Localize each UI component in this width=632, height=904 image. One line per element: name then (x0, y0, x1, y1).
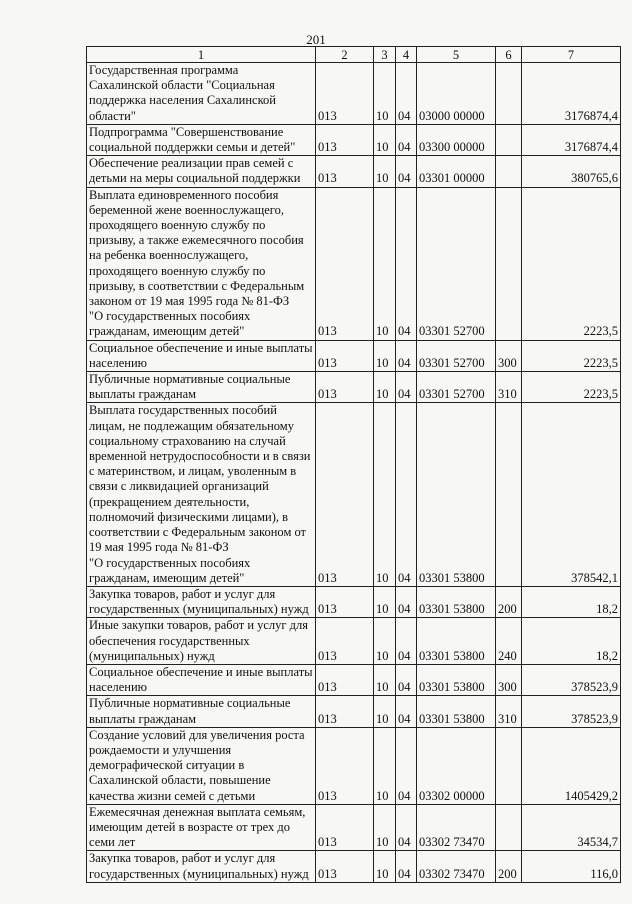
table-row (87, 372, 621, 403)
item-name-line: Сахалинской области, повышение (89, 773, 271, 788)
item-name-line: Сахалинской области "Социальная (89, 78, 275, 93)
target-code-cell: 03301 53800 (417, 586, 496, 617)
item-name-cell (87, 618, 316, 665)
item-name-line: государственных (муниципальных) нужд (89, 602, 309, 617)
item-name-line: с материнством, и лицам, уволенным в (89, 464, 297, 479)
admin-code-cell: 013 (316, 187, 374, 340)
item-name-line: Социальное обеспечение и иные выплаты (89, 664, 313, 679)
expense-type-cell: 200 (496, 851, 522, 882)
item-name-cell (87, 696, 316, 727)
section-code-cell: 10 (374, 851, 396, 882)
item-name-cell (87, 403, 316, 586)
expense-type-cell (496, 124, 522, 155)
item-name-line: государственных (муниципальных) нужд (89, 866, 309, 881)
target-code-cell: 03300 00000 (417, 124, 496, 155)
target-code-cell: 03301 53800 (417, 618, 496, 665)
item-name-line: детьми на меры социальной поддержки (89, 171, 301, 186)
item-name-line: выплаты гражданам (89, 387, 197, 402)
subsection-code-cell: 04 (396, 403, 417, 586)
item-name-line: лицам, не подлежащим обязательному (89, 418, 294, 433)
section-code-cell: 10 (374, 63, 396, 125)
expense-type-cell (496, 804, 522, 851)
admin-code-cell: 013 (316, 403, 374, 586)
column-header: 7 (522, 47, 621, 63)
section-code-cell: 10 (374, 804, 396, 851)
item-name-line: (муниципальных) нужд (89, 648, 215, 663)
item-name-line: законом от 19 мая 1995 года № 81-ФЗ (89, 294, 290, 309)
admin-code-cell: 013 (316, 124, 374, 155)
amount-cell: 2223,5 (522, 372, 621, 403)
item-name-line: Ежемесячная денежная выплата семьям, (89, 804, 306, 819)
column-header: 2 (316, 47, 374, 63)
section-code-cell: 10 (374, 403, 396, 586)
item-name-line: Выплата государственных пособий (89, 403, 277, 418)
table-row (87, 696, 621, 727)
column-header-row (87, 47, 621, 63)
target-code-cell: 03302 73470 (417, 804, 496, 851)
item-name-cell (87, 124, 316, 155)
section-code-cell: 10 (374, 664, 396, 695)
section-code-cell: 10 (374, 696, 396, 727)
amount-cell: 116,0 (522, 851, 621, 882)
target-code-cell: 03301 52700 (417, 340, 496, 371)
item-name-line: качества жизни семей с детьми (89, 788, 256, 803)
table-row (87, 403, 621, 586)
table-row (87, 851, 621, 882)
item-name-line: поддержка населения Сахалинской (89, 93, 276, 108)
item-name-line: Подпрограмма "Совершенствование (89, 124, 284, 139)
amount-cell: 2223,5 (522, 187, 621, 340)
item-name-line: гражданам, имеющим детей" (89, 570, 245, 585)
item-name-line: Социальное обеспечение и иные выплаты (89, 340, 313, 355)
item-name-line: "О государственных пособиях (89, 555, 251, 570)
section-code-cell: 10 (374, 187, 396, 340)
subsection-code-cell: 04 (396, 372, 417, 403)
expense-type-cell: 310 (496, 372, 522, 403)
item-name-line: Публичные нормативные социальные (89, 372, 291, 387)
subsection-code-cell: 04 (396, 63, 417, 125)
item-name-cell (87, 187, 316, 340)
item-name-line: семи лет (89, 835, 136, 850)
admin-code-cell: 013 (316, 618, 374, 665)
expense-type-cell (496, 156, 522, 187)
target-code-cell: 03302 73470 (417, 851, 496, 882)
admin-code-cell: 013 (316, 340, 374, 371)
table-row (87, 618, 621, 665)
amount-cell: 380765,6 (522, 156, 621, 187)
section-code-cell: 10 (374, 156, 396, 187)
target-code-cell: 03301 00000 (417, 156, 496, 187)
target-code-cell: 03301 52700 (417, 372, 496, 403)
column-header: 5 (417, 47, 496, 63)
item-name-line: полномочий физическими лицами), в (89, 509, 289, 524)
item-name-line: Публичные нормативные социальные (89, 696, 291, 711)
item-name-line: Обеспечение реализации прав семей с (89, 156, 294, 171)
item-name-cell (87, 156, 316, 187)
table-row (87, 124, 621, 155)
table-row (87, 586, 621, 617)
item-name-line: социальному страхованию на случай (89, 433, 286, 448)
column-header: 4 (396, 47, 417, 63)
item-name-line: социальной поддержки семьи и детей" (89, 140, 296, 155)
item-name-line: обеспечения государственных (89, 633, 250, 648)
column-header: 6 (496, 47, 522, 63)
admin-code-cell: 013 (316, 156, 374, 187)
item-name-line: соответствии с Федеральным законом от (89, 525, 307, 540)
admin-code-cell: 013 (316, 372, 374, 403)
item-name-line: связи с ликвидацией организаций (89, 479, 269, 494)
item-name-line: временной нетрудоспособности и в связи (89, 449, 311, 464)
admin-code-cell: 013 (316, 586, 374, 617)
subsection-code-cell: 04 (396, 340, 417, 371)
expense-type-cell (496, 403, 522, 586)
amount-cell: 3176874,4 (522, 124, 621, 155)
item-name-line: имеющим детей в возрасте от трех до (89, 819, 290, 834)
section-code-cell: 10 (374, 586, 396, 617)
item-name-line: Выплата единовременного пособия (89, 187, 279, 202)
item-name-line: беременной жене военнослужащего, (89, 202, 284, 217)
item-name-line: демографической ситуации в (89, 758, 245, 773)
target-code-cell: 03301 52700 (417, 187, 496, 340)
target-code-cell: 03301 53800 (417, 696, 496, 727)
table-row (87, 187, 621, 340)
table-row (87, 340, 621, 371)
item-name-cell (87, 63, 316, 125)
subsection-code-cell: 04 (396, 618, 417, 665)
item-name-line: населению (89, 680, 147, 695)
item-name-line: области" (89, 108, 136, 123)
amount-cell: 2223,5 (522, 340, 621, 371)
item-name-line: на ребенка военнослужащего, (89, 248, 249, 263)
admin-code-cell: 013 (316, 664, 374, 695)
item-name-line: Создание условий для увеличения роста (89, 727, 305, 742)
expense-type-cell: 310 (496, 696, 522, 727)
item-name-line: Закупка товаров, работ и услуг для (89, 586, 276, 601)
amount-cell: 378523,9 (522, 664, 621, 695)
table-row (87, 63, 621, 125)
item-name-line: проходящего военную службу по (89, 218, 266, 233)
section-code-cell: 10 (374, 124, 396, 155)
page-number: 201 (306, 32, 326, 47)
expense-type-cell (496, 727, 522, 804)
item-name-cell (87, 804, 316, 851)
expense-type-cell: 300 (496, 340, 522, 371)
expense-type-cell (496, 187, 522, 340)
item-name-line: "О государственных пособиях (89, 309, 251, 324)
admin-code-cell: 013 (316, 696, 374, 727)
item-name-cell (87, 586, 316, 617)
expense-type-cell: 240 (496, 618, 522, 665)
amount-cell: 1405429,2 (522, 727, 621, 804)
expense-type-cell: 300 (496, 664, 522, 695)
admin-code-cell: 013 (316, 851, 374, 882)
item-name-cell (87, 851, 316, 882)
amount-cell: 18,2 (522, 618, 621, 665)
section-code-cell: 10 (374, 340, 396, 371)
item-name-cell (87, 340, 316, 371)
table-row (87, 727, 621, 804)
column-header: 1 (87, 47, 316, 63)
budget-table (86, 46, 621, 883)
target-code-cell: 03301 53800 (417, 403, 496, 586)
section-code-cell: 10 (374, 727, 396, 804)
subsection-code-cell: 04 (396, 187, 417, 340)
table-row (87, 804, 621, 851)
item-name-line: выплаты гражданам (89, 711, 197, 726)
amount-cell: 378523,9 (522, 696, 621, 727)
target-code-cell: 03302 00000 (417, 727, 496, 804)
item-name-cell (87, 727, 316, 804)
item-name-cell (87, 372, 316, 403)
item-name-line: Иные закупки товаров, работ и услуг для (89, 618, 309, 633)
admin-code-cell: 013 (316, 727, 374, 804)
target-code-cell: 03000 00000 (417, 63, 496, 125)
section-code-cell: 10 (374, 618, 396, 665)
column-header: 3 (374, 47, 396, 63)
subsection-code-cell: 04 (396, 124, 417, 155)
table-body (87, 63, 621, 883)
subsection-code-cell: 04 (396, 727, 417, 804)
item-name-line: Государственная программа (89, 63, 239, 77)
admin-code-cell: 013 (316, 804, 374, 851)
amount-cell: 3176874,4 (522, 63, 621, 125)
item-name-line: призыву, а также ежемесячного пособия (89, 233, 304, 248)
subsection-code-cell: 04 (396, 586, 417, 617)
subsection-code-cell: 04 (396, 664, 417, 695)
item-name-cell (87, 664, 316, 695)
amount-cell: 378542,1 (522, 403, 621, 586)
item-name-line: Закупка товаров, работ и услуг для (89, 851, 276, 866)
item-name-line: гражданам, имеющим детей" (89, 324, 245, 339)
table-row (87, 664, 621, 695)
subsection-code-cell: 04 (396, 851, 417, 882)
subsection-code-cell: 04 (396, 804, 417, 851)
expense-type-cell: 200 (496, 586, 522, 617)
item-name-line: проходящего военную службу по (89, 263, 266, 278)
subsection-code-cell: 04 (396, 696, 417, 727)
item-name-line: 19 мая 1995 года № 81-ФЗ (89, 540, 229, 555)
target-code-cell: 03301 53800 (417, 664, 496, 695)
item-name-line: призыву, в соответствии с Федеральным (89, 278, 305, 293)
subsection-code-cell: 04 (396, 156, 417, 187)
item-name-line: (прекращением деятельности, (89, 494, 250, 509)
admin-code-cell: 013 (316, 63, 374, 125)
section-code-cell: 10 (374, 372, 396, 403)
amount-cell: 18,2 (522, 586, 621, 617)
expense-type-cell (496, 63, 522, 125)
table-row (87, 156, 621, 187)
item-name-line: рождаемости и улучшения (89, 742, 232, 757)
amount-cell: 34534,7 (522, 804, 621, 851)
item-name-line: населению (89, 355, 147, 370)
